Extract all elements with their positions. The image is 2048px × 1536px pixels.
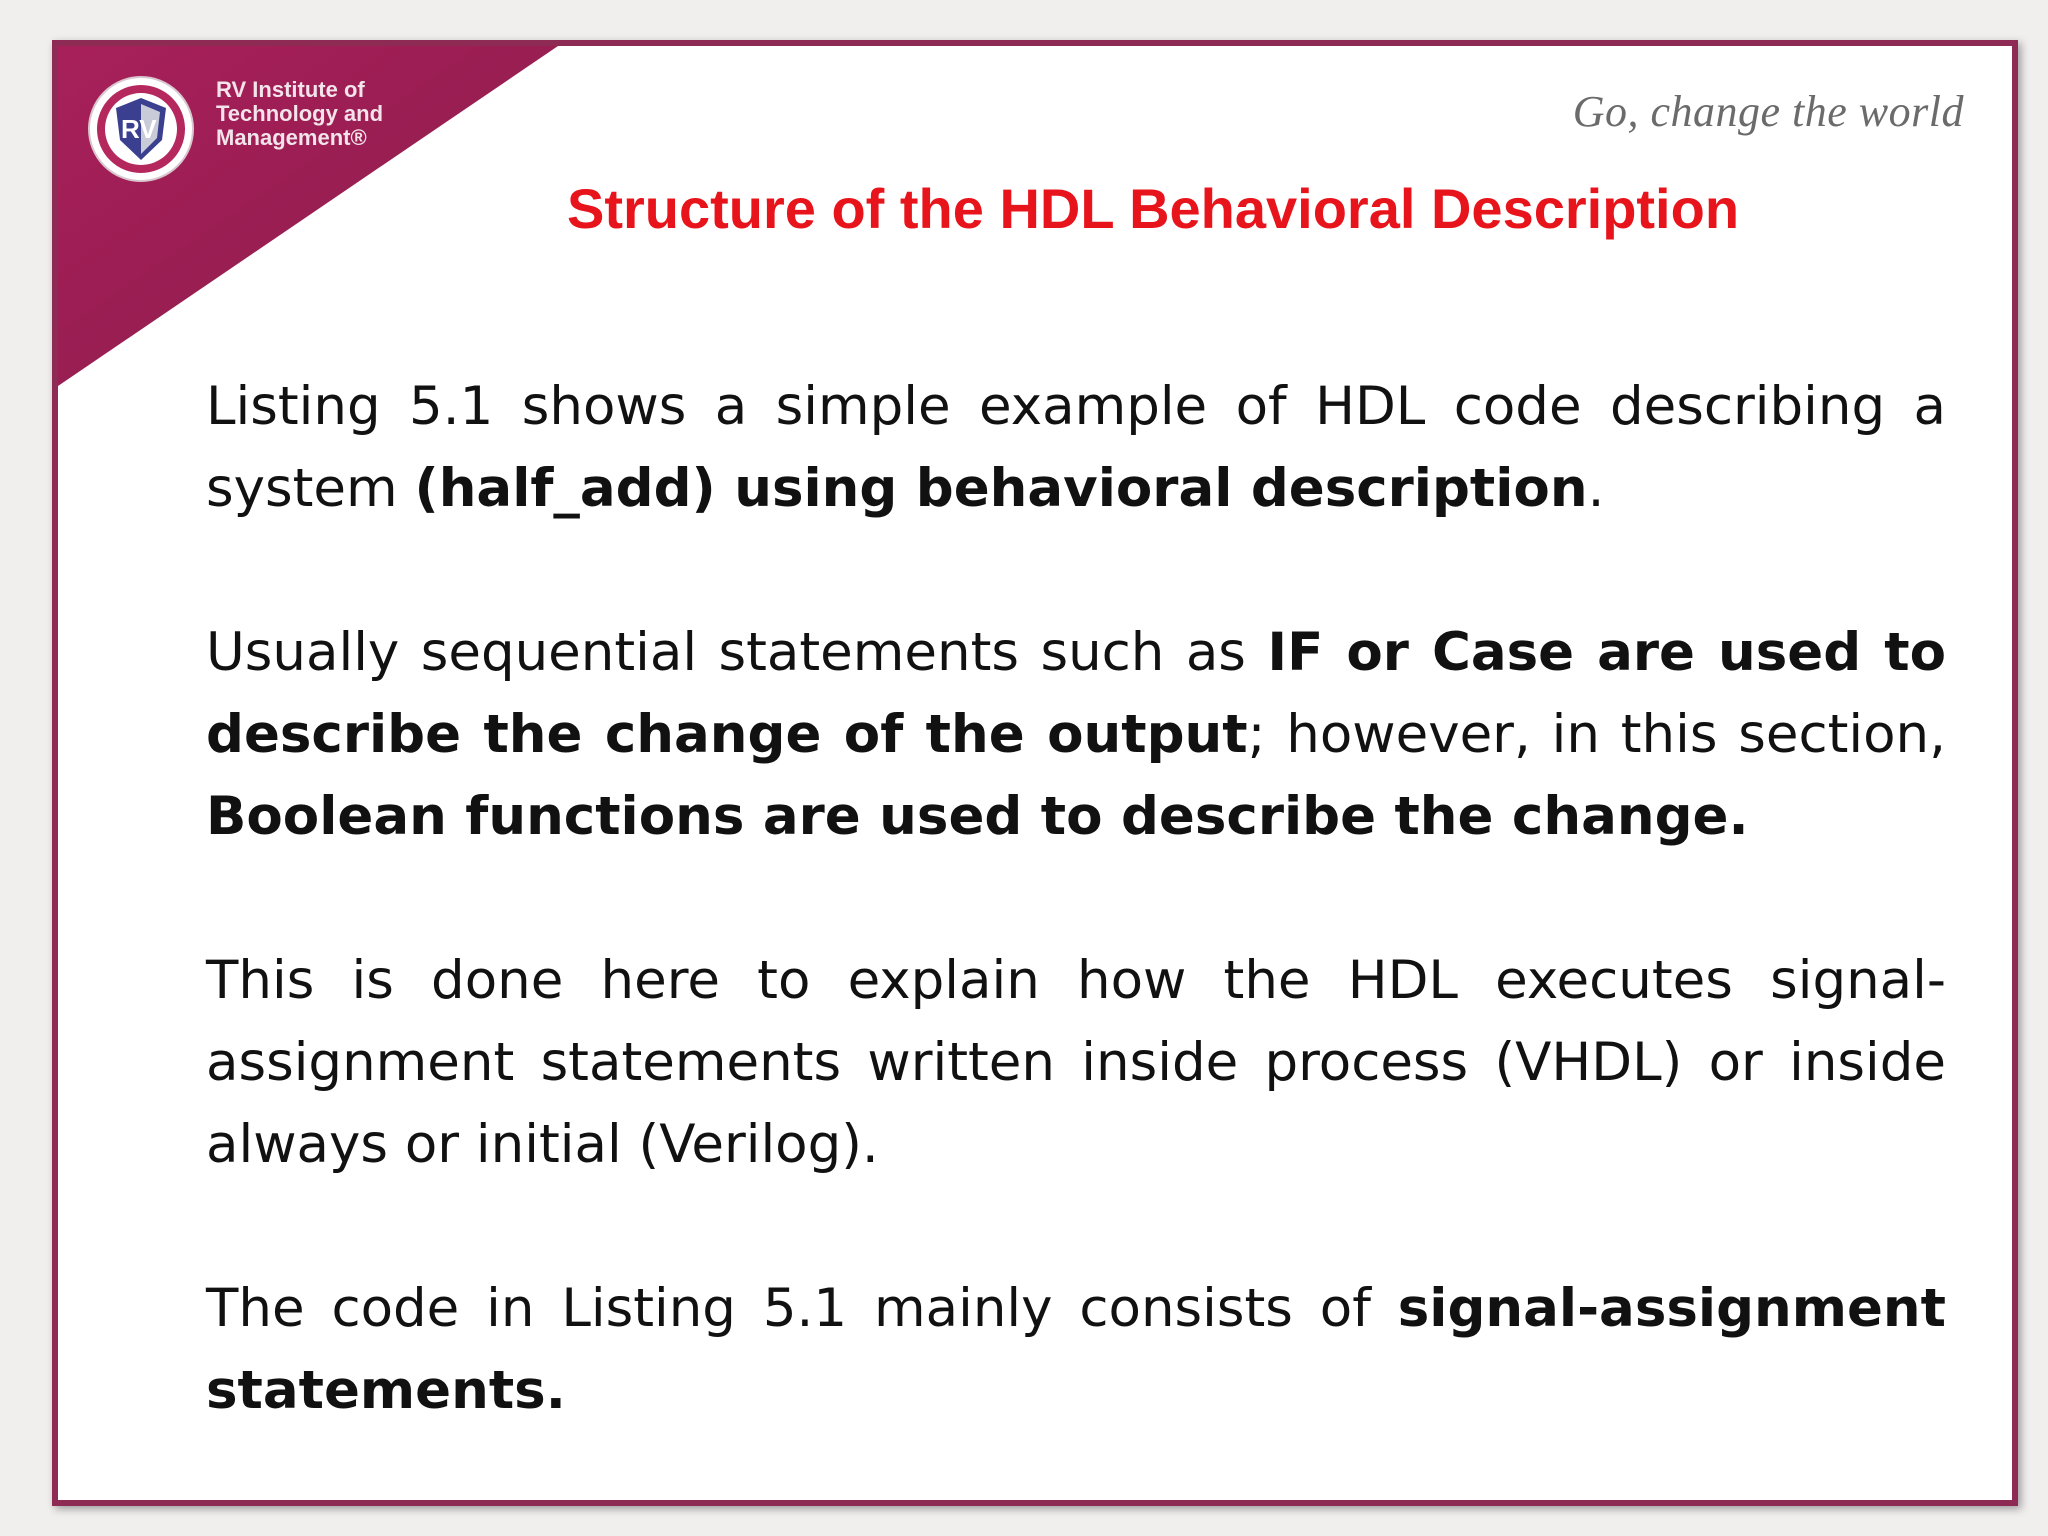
slide xyxy=(52,40,2018,1506)
paragraph-3 xyxy=(206,940,1946,1186)
paragraph-2-bold-2: Boolean functions are used to describe the change. xyxy=(206,786,1749,847)
paragraph-4 xyxy=(206,1268,1946,1432)
institute-name-line-1: RV Institute of xyxy=(216,77,365,102)
paragraph-2-bold-1: IF or Case are used to describe the change of the output xyxy=(206,622,1946,765)
paragraph-1-bold: (half_add) using behavioral description xyxy=(414,458,1588,519)
slide-title: Structure of the HDL Behavioral Description xyxy=(566,177,1740,240)
paragraph-4-bold: signal-assignment statements. xyxy=(206,1278,1946,1421)
paragraph-2 xyxy=(206,612,1946,858)
paragraph-2-middle: ; however, in this section, xyxy=(1247,704,1946,765)
logo-monogram: RV xyxy=(121,114,157,144)
institute-name-line-3: Management® xyxy=(216,125,367,150)
paragraph-2-text: Usually sequential statements such as xyxy=(206,622,1268,683)
paragraph-1 xyxy=(206,366,1946,530)
paragraph-4-text: The code in Listing 5.1 mainly consists of xyxy=(206,1278,1398,1339)
institute-name xyxy=(216,78,436,150)
paragraph-1-end: . xyxy=(1587,458,1605,519)
paragraph-3-text: This is done here to explain how the HDL executes signal-assignment statements written inside process (VHDL) or inside always or initial (Verilog). xyxy=(206,950,1946,1175)
paragraph-1-text: Listing 5.1 shows a simple example of HDL code describing a system xyxy=(206,376,1946,519)
slide-body xyxy=(206,366,1946,1432)
tagline: Go, change the world xyxy=(1572,87,1964,136)
institute-name-line-2: Technology and xyxy=(216,101,384,126)
